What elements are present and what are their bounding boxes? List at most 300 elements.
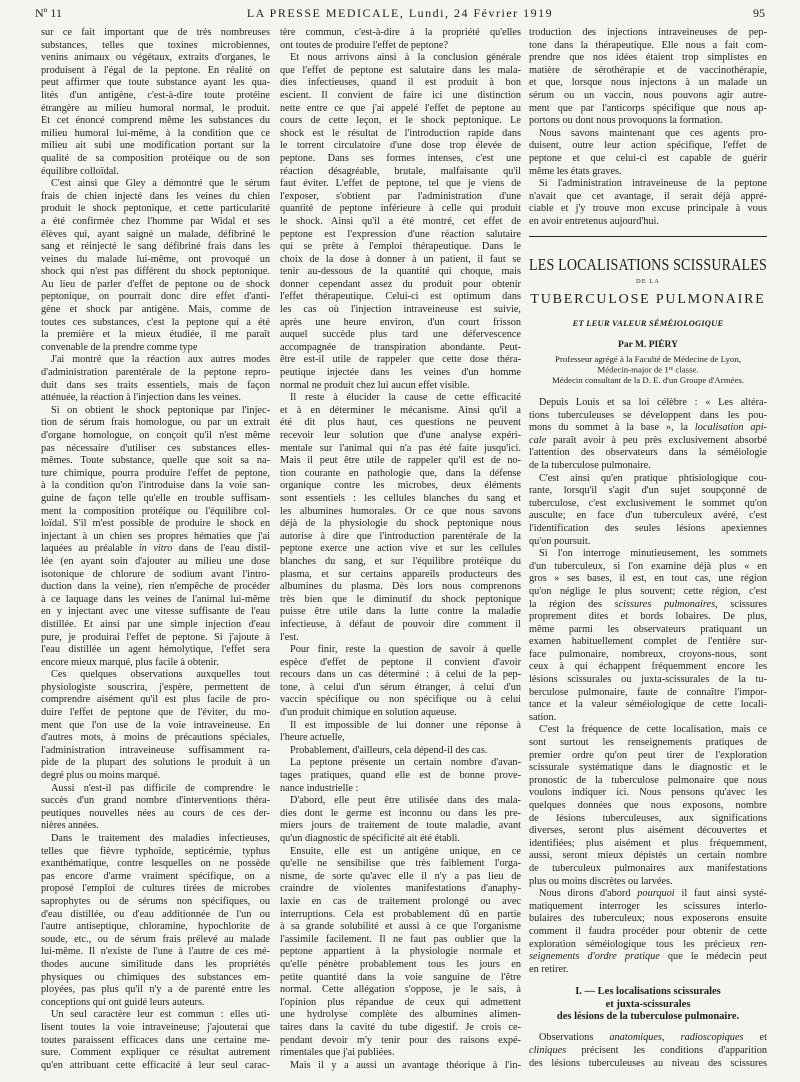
text-line: ment la composition protéique ou l'équilibre col-: [41, 505, 270, 517]
text-line: loïdal. S'il m'est possible de produire le shock en: [41, 518, 270, 530]
text-line: dies infectieuses, quand il est produit à bon: [280, 77, 521, 89]
italic-text: ren-: [750, 938, 767, 950]
paragraph: [280, 644, 521, 720]
text-line: telles que fièvre typhoïde, septicémie, typhus: [41, 845, 270, 857]
text-line: duisent, outre leur action spécifique, l'effet de: [529, 140, 767, 152]
text-line: qu'elle ne sensibilise que très faiblement l'orga-: [280, 858, 521, 870]
text-line: comment il faudra procéder pour obtenir de cette: [529, 925, 767, 937]
text-line: lée (en ayant soin d'ajouter au milieu une dose: [41, 555, 270, 567]
text-line: que l'effet de peptone est salutaire dans les mala-: [280, 64, 521, 76]
text-line: succès d'un grand nombre d'interventions théra-: [41, 795, 270, 807]
text-line: pide de la plupart des solutions le produit à un: [41, 757, 270, 769]
text-line: élèves qui, ayant saigné un malade, défibriné le: [41, 228, 270, 240]
text-line: normal. Cette allégation s'oppose, je le sais, à: [280, 984, 521, 996]
article-title-subject: [529, 291, 767, 309]
text-line: pendant devoir m'y tenir pour des raisons expé-: [280, 1034, 521, 1046]
text-line: berculose pulmonaire, faute de connaître l'impor-: [529, 686, 767, 698]
text-line: physiques ou chimiques des substances em-: [41, 971, 270, 983]
text-line: [41, 543, 270, 556]
paragraph: [41, 669, 270, 782]
text-line: tion de sérum frais homologue, ou par un extrait: [41, 417, 270, 429]
text-line: nières années.: [41, 820, 99, 832]
text-line: peptone est l'expression d'une réaction salutaire: [280, 228, 521, 240]
author-affiliation: [529, 354, 767, 386]
text-line: étrangère au milieu humoral normal, le produit.: [41, 102, 270, 114]
text-line: proposé l'emploi de cultures tirées de microbes: [41, 883, 270, 895]
text-line: sur ce fait important que de très nombreuses: [41, 27, 270, 38]
text-line: diverses, seront plus aisément découvertes et: [529, 825, 767, 837]
text-line: ausculte; en face d'un tuberculeux avéré, c'est: [529, 510, 767, 522]
text-line: C'est ainsi qu'en pratique phtisiologique cou-: [539, 472, 767, 484]
text-line: [529, 951, 767, 964]
text-line: Aussi n'est-il pas difficile de comprendre le: [51, 782, 270, 794]
text-run: que le médecin peut: [659, 951, 767, 963]
text-line: réaction désagréable, brutale, malfaisante qu'il: [280, 165, 521, 177]
text-line: examen habituellement complet de l'entière sur-: [529, 636, 767, 648]
text-line: nance industrielle :: [280, 782, 359, 794]
text-line: le shock. Ainsi qu'il a été montré, cet effet de: [280, 215, 521, 227]
text-line: peptone. Dans ses formes intenses, c'est une: [280, 152, 521, 164]
text-line: produisent à l'égal de la peptone. En réalité on: [41, 64, 270, 76]
text-line: encore mieux marqué, plus facile à obtenir.: [41, 656, 219, 668]
text-line: voulons indiquer ici. Nous pensons qu'avec les: [529, 787, 767, 799]
text-line: mêmes. Toute substance, quelle que soit sa na-: [41, 455, 270, 467]
text-line: J'ai montré que la réaction aux autres modes: [51, 354, 270, 366]
paragraph: [280, 27, 521, 52]
text-line: qu'on poursuit.: [529, 535, 591, 547]
text-line: et à en déterminer le mécanisme. Ainsi qu'il a: [280, 404, 521, 416]
text-line: Et cet énoncé comprend même les substances du: [41, 115, 270, 127]
text-line: plasma, et sur certains appareils producteurs des: [280, 568, 521, 580]
article-title-connector: [529, 277, 767, 287]
text-line: thodes aucune similitude dans les propriétés: [41, 958, 270, 970]
centered-line: [529, 354, 767, 365]
centered-line-text: [597, 364, 698, 375]
text-line: être est-il utile de rappeler que cette dose théra-: [280, 354, 521, 366]
text-line: même les états graves.: [529, 165, 622, 177]
text-line: pas nécessaire d'utiliser ces substances elles-: [41, 442, 270, 454]
text-line: cours de cette leçon, et le shock peptonique. Le: [280, 115, 521, 127]
paragraph: [41, 27, 270, 178]
text-line: toutes paraissent efficaces dans une certaine me-: [41, 1034, 270, 1046]
text-line: tone, à celui d'un sérum étranger, à celui d'un: [280, 681, 521, 693]
text-run: et: [743, 1032, 767, 1044]
text-line: pas encore d'arme vraiment spécifique, on a: [41, 870, 270, 882]
text-line: peutique injectée dans les veines d'un homme: [280, 367, 521, 379]
text-run: la région des: [529, 598, 615, 610]
section-body: [529, 1032, 767, 1070]
text-line: pure, je produirai l'effet de peptone. Si j'ajoute à: [41, 631, 270, 643]
text-line: veines du malade lui-même, ont provoqué un: [41, 253, 270, 265]
previous-article-end: [529, 27, 767, 229]
text-line: ciable et j'y trouve mon excuse principale à vous: [529, 203, 767, 215]
text-line: duction dans la veine), rien n'empêche de procéder: [41, 581, 270, 593]
text-line: C'est ainsi que Gley a démontré que le sérum: [51, 178, 270, 190]
italic-text: cale: [529, 434, 547, 446]
text-run: Médecin-major de 1: [597, 364, 669, 375]
text-line: rante, lorsqu'il s'agit d'un sujet soupçonné de: [529, 485, 767, 497]
text-line: petite quantité dans la voie sanguine de l'être: [280, 971, 521, 983]
text-line: tion courante en pathologie que, dans la défense: [280, 467, 521, 479]
text-line: ployées, pas plus qu'il n'y a de parenté entre les: [41, 984, 270, 996]
text-line: Il est impossible de lui donner une réponse à: [290, 719, 521, 731]
text-line: substances, telles que toxines microbiennes,: [41, 39, 270, 51]
italic-text: seignements d'ordre pratique: [529, 951, 660, 963]
text-line: Nous savons maintenant que ces agents pro-: [539, 127, 767, 139]
text-run: , scissures: [715, 598, 767, 610]
text-line: interruptions. Cela est probablement dû en partie: [280, 908, 521, 920]
text-line: auquel succède plus tard une défervescence: [280, 329, 521, 341]
text-line: blanches du sang, et sur l'équilibre protéique du: [280, 555, 521, 567]
text-line: qu'en attribuant cette efficacité à leur seul carac-: [41, 1059, 270, 1071]
text-line: portons ou dont nous provoquons la formation.: [529, 115, 723, 127]
text-line: lités d'un antigène, c'est-à-dire toute protéine: [41, 89, 270, 101]
text-line: physiologiste souscrira, j'espère, permettent de: [41, 681, 270, 693]
text-line: tages pratiques, quand elle est de bonne prove-: [280, 770, 521, 782]
text-line: autorise à dire que l'introduction parentérale de la: [280, 530, 521, 542]
centered-line: [529, 364, 767, 375]
text-line: frais de chien injecté dans les veines du chien: [41, 190, 270, 202]
text-line: peptone et que celui-ci est capable de guérir: [529, 152, 767, 164]
text-line: bulaires des tuberculeux; nous exposerons ensuite: [529, 913, 767, 925]
text-line: l'identification des seules lésions apexiennes: [529, 522, 767, 534]
text-line: toutes ces substances, c'est la peptone qui a été: [41, 316, 270, 328]
text-line: ment que par l'anticorps spécifique que nous ap-: [529, 102, 767, 114]
text-line: guine de façon telle qu'elle en trouble suffisam-: [41, 492, 270, 504]
text-line: identifiées; plus aisément et plus fréquemment,: [529, 837, 767, 849]
text-line: l'heure actuelle,: [280, 732, 345, 744]
italic-text: pourquoi: [637, 888, 675, 900]
text-line: même parmi les observateurs pratiquant un: [529, 623, 767, 635]
text-line: peutiques nouvelles nées au cours de ces der-: [41, 807, 270, 819]
text-line: choix de la dose à donner à un patient, il faut se: [280, 253, 521, 265]
text-line: saprophytes ou de sérums non spécifiques, ou: [41, 895, 270, 907]
text-line: l'autre antiseptique, chloramine, hypochlorite de: [41, 921, 270, 933]
paragraph: [280, 52, 521, 392]
text-line: duire l'effet de peptone que de l'éviter, du mo-: [41, 707, 270, 719]
italic-text: anatomiques, radioscopiques: [609, 1032, 744, 1044]
text-line: albumines du plasma. Dès lors nous comprenons: [280, 581, 521, 593]
centered-line-text: Professeur agrégé à la Faculté de Médecine de Lyon,: [555, 353, 741, 364]
paragraph: [529, 397, 767, 473]
centered-line-text: I. — Les localisations scissurales: [575, 986, 721, 998]
text-run: classe.: [673, 364, 699, 375]
text-line: peptone appartient à la physiologie normale et: [280, 946, 521, 958]
text-line: isotonique de chlorure de sodium avant l'intro-: [41, 568, 270, 580]
paragraph: [41, 833, 270, 1009]
text-line: sont surtout les renseignements pratiques de: [529, 737, 767, 749]
paragraph: [41, 783, 270, 833]
paragraph: [41, 405, 270, 669]
text-line: l'attention des observateurs dans la séméiologie: [529, 447, 767, 459]
text-line: milieu ait subi une modification portant sur la: [41, 140, 270, 152]
text-run: précisent les conditions d'apparition: [566, 1045, 767, 1057]
text-line: [529, 422, 767, 435]
text-line: d'un produit chimique en solution aqueuse.: [280, 707, 457, 719]
paragraph: [280, 846, 521, 1060]
text-line: les cas où l'injection intraveineuse est suivie,: [280, 304, 521, 316]
article-title-text: LES LOCALISATIONS SCISSURALES: [529, 254, 767, 274]
centered-line-text: des lésions de la tuberculose pulmonaire.: [556, 1011, 740, 1023]
centered-line: [529, 375, 767, 386]
text-line: organique contre les microbes, deux éléments: [280, 480, 521, 492]
text-line: conceptions qui ont guidé leurs auteurs.: [41, 996, 205, 1008]
text-line: d'organe homologue, on conçoit qu'il n'est même: [41, 430, 270, 441]
text-line: espèce d'effet de peptone il convient d'avoir: [280, 656, 521, 668]
text-line: déjà de la physiologie du shock peptonique nous: [280, 518, 521, 530]
text-line: Un seul caractère leur est commun : elles uti-: [51, 1009, 270, 1021]
text-line: qu'elle pénètre probablement tous les jours en: [280, 958, 521, 970]
text-line: Et nous arrivons ainsi à la conclusion générale: [290, 52, 521, 64]
paragraph: [41, 1009, 270, 1072]
text-line: injectant à un chien ses propres hématies que j'ai: [41, 530, 270, 542]
centered-line-text: et juxta-scissurales: [605, 998, 691, 1010]
text-line: normal ne produit chez lui aucun effet visible.: [280, 379, 470, 391]
text-line: degré plus ou moins marqué.: [41, 770, 161, 782]
text-line: l'est.: [280, 631, 299, 643]
text-line: infectieuse, à défaut de pouvoir dire comment il: [280, 618, 521, 630]
text-line: faut éviter. L'effet de peptone, tel que je viens de: [280, 178, 521, 190]
text-line: rimentales que j'ai publiées.: [280, 1047, 395, 1059]
text-line: à la condition qu'on l'introduise dans la voie san-: [41, 480, 270, 492]
text-line: sang et réinjecté le sang défibriné frais dans les: [41, 241, 270, 253]
centered-line-text: Médecin consultant de la D. E. d'un Groupe d'Armées.: [551, 374, 744, 385]
text-line: escient. Il convient de faire ici une distinction: [280, 89, 521, 101]
text-line: recours dans un cas déterminé : à celui de la pep-: [280, 669, 521, 681]
text-line: a été confirmée chez l'homme par Widal et ses: [41, 215, 270, 227]
text-line: Dans le traitement des maladies infectieuses,: [51, 833, 270, 844]
text-line: premier ordre qu'on peut tirer de l'exploration: [529, 749, 767, 761]
article-subtitle-text: ET LEUR VALEUR SÉMÉIOLOGIQUE: [572, 317, 724, 328]
text-line: sure. Comment expliquer ce résultat autrement: [41, 1047, 270, 1059]
text-line: [529, 1045, 767, 1058]
article-title-subject-text: TUBERCULOSE PULMONAIRE: [530, 291, 766, 307]
text-run: exploration séméiologique tous les précieux: [529, 938, 751, 950]
text-line: Ces quelques observations auxquelles tout: [51, 669, 270, 681]
text-line: tions tuberculeuses se développent dans les pou-: [529, 409, 767, 421]
text-line: comprendre aisément qu'il est plus facile de pro-: [41, 694, 270, 706]
column-2: [280, 27, 521, 1072]
text-run: Nous dirons d'abord: [539, 888, 638, 900]
text-line: matière de sérothérapie et de vaccinothérapie,: [529, 64, 767, 76]
text-line: produit le shock peptonique, et cette particularité: [41, 203, 270, 215]
text-line: la première et la mieux étudiée, il me paraît: [41, 329, 270, 341]
text-line: craindre de violentes manifestations d'anaphy-: [280, 883, 521, 895]
text-line: [529, 435, 767, 448]
paragraph: [41, 178, 270, 354]
text-line: qu'un diagnostic de spécificité ait été établi.: [280, 833, 460, 844]
text-line: l'opinion plus répandue de ceux qui admettent: [280, 996, 521, 1008]
column-1: [41, 27, 270, 1072]
text-line: shock qui n'est pas différent du shock peptonique.: [41, 266, 270, 278]
text-run: Observations: [539, 1032, 610, 1044]
text-line: peptone exerce une action vive et sur les cellules: [280, 543, 521, 555]
text-line: pronostic de la tuberculose pulmonaire que nous: [529, 774, 767, 786]
issue-number: Nº 11: [35, 6, 62, 20]
text-line: tenir au-dessous de la quantité qui choque, mais: [280, 266, 521, 278]
text-line: plus ou moins discrètes ou larvées.: [529, 875, 673, 887]
italic-text: localisation api-: [694, 422, 767, 434]
text-line: d'un tuberculeux, si l'on examine déjà plus « en: [529, 560, 767, 572]
text-line: en retirer.: [529, 963, 569, 975]
text-line: matiquement interroger les scissures interlo-: [529, 900, 767, 912]
paragraph: [529, 724, 767, 888]
text-line: nette entre ce que j'ai appelé l'effet de peptone au: [280, 102, 521, 114]
text-line: à ce laquage dans les veines de l'animal lui-même: [41, 593, 270, 605]
paragraph: [529, 128, 767, 178]
text-line: à sa grande solubilité et aussi à ce que l'organisme: [280, 921, 521, 933]
paragraph: [280, 795, 521, 845]
text-line: gène et shock par antigène. Mais, comme de: [41, 304, 270, 316]
text-run: il faut ainsi systé-: [674, 888, 767, 900]
text-line: Au lieu de parler d'effet de peptone ou de shock: [41, 278, 270, 290]
text-line: troduction des injections intraveineuses de pep-: [529, 27, 767, 38]
text-line: le torrent circulatoire d'une dose trop élevée de: [280, 140, 521, 152]
paragraph: [529, 178, 767, 228]
text-line: Depuis Louis et sa loi célèbre : « Les altéra-: [539, 397, 767, 408]
text-line: La peptone présente un certain nombre d'avan-: [290, 757, 521, 769]
text-line: ceux à qui échappent fréquemment encore les: [529, 661, 767, 673]
text-line: peut affirmer que toute substance ayant les qua-: [41, 77, 270, 89]
text-line: de lésions tuberculeuses, aux significations: [529, 812, 767, 824]
article-separator-rule: [529, 236, 767, 237]
journal-title: LA PRESSE MEDICALE, Lundi, 24 Février 1919: [246, 6, 554, 20]
text-line: sation.: [529, 711, 557, 723]
text-line: milieu humoral lui-même, à la condition que ce: [41, 127, 270, 139]
page-header: [35, 5, 765, 22]
text-line: [529, 599, 767, 612]
centered-line: [529, 999, 767, 1011]
centered-line: [529, 1011, 767, 1023]
text-line: prendre que nos idées étaient trop simplistes en: [529, 52, 767, 64]
paragraph: [280, 1060, 521, 1073]
text-line: accompagnée de transpiration abondante. Peut-: [280, 341, 521, 353]
text-run: paraît avoir à peu près exclusivement absorbé: [546, 434, 767, 446]
text-line: l'administration intraveineuse suffisamment ra-: [41, 744, 270, 756]
text-line: [529, 939, 767, 952]
text-line: qu'on néglige le plus souvent; cette région, c'est: [529, 585, 767, 597]
text-line: Ensuite, elle est un antigène unique, en ce: [290, 845, 521, 857]
text-line: été dit plus haut, ces questions ne peuvent: [280, 417, 521, 429]
text-line: shock est le résultat de l'introduction rapide dans: [280, 127, 521, 139]
paragraph: [280, 720, 521, 745]
paragraph: [529, 27, 767, 128]
text-line: les albumines humorales. Or ce que nous savons: [280, 505, 521, 517]
author-byline: [529, 339, 767, 351]
text-line: donner cependant assez du produit pour obtenir: [280, 278, 521, 290]
paragraph: [41, 354, 270, 404]
text-line: [529, 888, 767, 901]
superscript-text: re: [668, 366, 674, 372]
text-line: lui-même. Il n'existe de l'une à l'autre de ces mé-: [41, 946, 270, 958]
text-line: qui se prête à l'emploi thérapeutique. Dans le: [280, 241, 521, 253]
section-heading: [529, 986, 767, 1023]
text-line: l'effet thérapeutique. Celui-ci est optimum dans: [280, 291, 521, 303]
text-line: tuberculose, c'est exclusivement le sommet qu'on: [529, 497, 767, 509]
text-line: quantité de peptone inférieure à celle qui produit: [280, 203, 521, 215]
text-line: une hydrolyse complète des albumines alimen-: [280, 1009, 521, 1021]
text-line: Pour finir, reste la question de savoir à quelle: [290, 644, 521, 656]
italic-text: in vitro: [138, 543, 173, 555]
text-line: tone dans la thérapeutique. Elle nous a fait com-: [529, 39, 767, 51]
text-line: lésions scissurales ou juxta-scissurales de la tu-: [529, 674, 767, 686]
text-line: laxie en cas de traitement prolongé ou avec: [280, 895, 521, 907]
text-line: lisent toutes la voie intraveineuse; j'ajouterai que: [41, 1021, 270, 1033]
text-line: D'abord, elle peut être utilisée dans des mala-: [290, 795, 521, 807]
text-line: gros » ses bases, il est, en tout cas, une région: [529, 573, 767, 585]
paragraph: [529, 888, 767, 976]
text-line: l'assimile facilement. Il ne faut pas oublier que la: [280, 933, 521, 945]
text-line: distillée. Et ainsi par une simple injection d'eau: [41, 618, 270, 630]
text-line: tance et la valeur séméiologique de cette locali-: [529, 699, 767, 711]
paragraph: [280, 392, 521, 644]
text-run: dans de l'eau distil-: [172, 543, 270, 555]
centered-line: [529, 986, 767, 998]
text-line: soude, etc., ou de sérum frais prélevé au malade: [41, 933, 270, 945]
text-line: qualité de sa composition protéique ou de son: [41, 152, 270, 164]
text-line: convenable de la prendre comme type: [41, 341, 198, 353]
text-line: scissurale systématique dans le diagnostic et le: [529, 762, 767, 774]
text-line: Si l'administration intraveineuse de la peptone: [539, 178, 767, 190]
text-line: sérum ou un vaccin, nous pouvons agir autre-: [529, 89, 767, 101]
text-line: Mais il peut être utile de rappeler qu'il est de no-: [280, 455, 521, 467]
text-line: C'est la fréquence de cette localisation, mais ce: [539, 724, 767, 736]
text-line: ture chimique, pourra produire l'effet de peptone,: [41, 467, 270, 479]
text-line: Si on obtient le shock peptonique par l'injec-: [51, 404, 270, 416]
text-line: en y injectant avec une vitesse suffisante de l'eau: [41, 606, 270, 618]
text-line: et que, lorsque nous injectons à un malade un: [529, 77, 767, 89]
text-line: tère commun, c'est-à-dire à la propriété qu'elles: [280, 27, 521, 38]
text-run: laquées au préalable: [41, 543, 139, 555]
paragraph: [529, 473, 767, 549]
text-run: mons du sommet à la base », la: [529, 422, 695, 434]
text-line: d'administration parentérale de la peptone repro-: [41, 367, 270, 379]
author-byline-text: Par M. PIÉRY: [618, 339, 678, 350]
text-line: Probablement, d'ailleurs, cela dépend-il des cas.: [290, 744, 488, 756]
text-line: Si l'on interroge minutieusement, les sommets: [539, 548, 767, 560]
text-line: n'avait que cet avantage, il serait déjà appré-: [529, 190, 767, 202]
text-line: proprement dites et bords lobaires. De plus,: [529, 611, 767, 623]
text-line: aussi, seront mieux dépistés un certain nombre: [529, 850, 767, 862]
text-line: peptonique, on pourrait donc dire effet d'anti-: [41, 291, 270, 303]
text-line: taires dans la cavité du tube digestif. Je crois ce-: [280, 1021, 521, 1033]
text-line: sont essentiels : les cellules blanches du sang et: [280, 492, 521, 504]
text-line: atténuée, la réaction à l'injection dans les veines.: [41, 392, 241, 404]
article-title: [529, 255, 767, 275]
text-line: de tuberculeux pulmonaires aux manifestations: [529, 862, 767, 874]
italic-text: scissures pulmonaires: [614, 598, 716, 610]
page-number: 95: [753, 6, 765, 20]
article-subtitle: [529, 317, 767, 329]
text-line: mentale sur l'animal qui n'a pas été faite jusqu'ici.: [280, 442, 521, 454]
text-line: d'eau distillée, ou d'eau additionnée de l'un ou: [41, 908, 270, 920]
text-line: l'exposer, s'obtient par l'administration d'une: [280, 190, 521, 202]
text-line: [529, 1032, 767, 1045]
text-line: face pulmonaire, nombreux, croyons-nous, sont: [529, 648, 767, 660]
text-line: puisse être utile dans la lutte contre la maladie: [280, 606, 521, 618]
text-line: d'autres mots, à moins de précautions spéciales,: [41, 732, 270, 744]
column-3: [529, 27, 767, 1070]
text-line: Il reste à élucider la cause de cette efficacité: [290, 392, 521, 404]
text-line: très bien que le diminutif du shock peptonique: [280, 593, 521, 605]
text-line: après une heure environ, d'un court frisson: [280, 316, 521, 328]
text-line: de la tuberculose pulmonaire.: [529, 459, 651, 471]
text-line: ont toutes de produire l'effet de peptone?: [280, 39, 449, 51]
text-line: quelques données que nous exposons, nombre: [529, 800, 767, 811]
text-line: Mais il y a aussi un avantage théorique à l'in-: [290, 1059, 521, 1071]
text-line: des lésions tuberculeuses au niveau des scissures: [529, 1057, 767, 1069]
article-title-connector-text: DE LA: [636, 277, 660, 285]
